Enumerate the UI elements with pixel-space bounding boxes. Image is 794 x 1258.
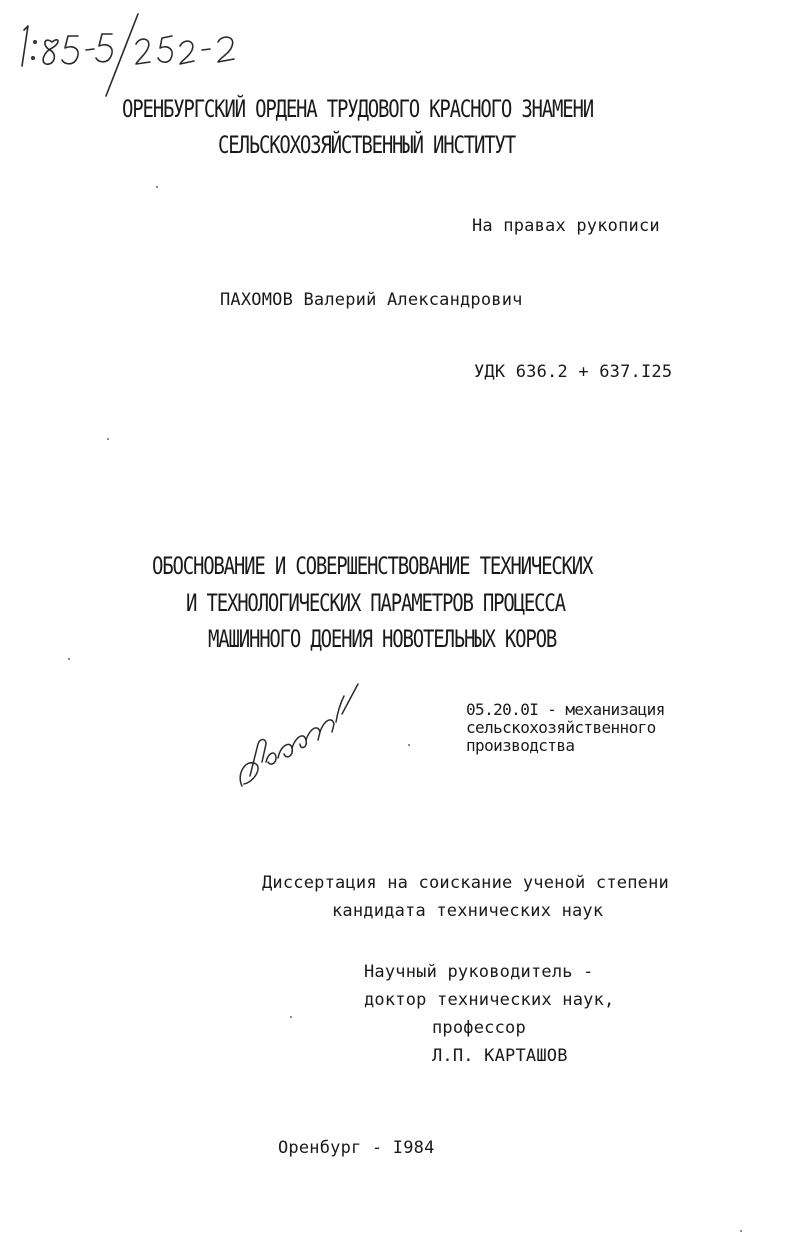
scan-speck [740, 1230, 742, 1232]
degree-line-2: кандидата технических наук [332, 901, 604, 921]
manuscript-rights-note: На правах рукописи [472, 216, 660, 236]
supervisor-line-3: профессор [432, 1018, 526, 1038]
supervisor-name: Л.П. КАРТАШОВ [432, 1046, 568, 1066]
author-signature [232, 678, 372, 794]
supervisor-line-1: Научный руководитель - [364, 962, 594, 982]
dissertation-title-line-3: МАШИННОГО ДОЕНИЯ НОВОТЕЛЬНЫХ КОРОВ [208, 625, 557, 653]
udc-code: УДК 636.2 + 637.I25 [474, 362, 673, 382]
scan-speck [408, 744, 410, 746]
dissertation-title-line-1: ОБОСНОВАНИЕ И СОВЕРШЕНСТВОВАНИЕ ТЕХНИЧЕСКИХ [152, 552, 593, 580]
institute-line-2: СЕЛЬСКОХОЗЯЙСТВЕННЫЙ ИНСТИТУТ [218, 131, 515, 159]
handwritten-archive-code [8, 6, 258, 98]
scan-speck [156, 186, 158, 188]
supervisor-line-2: доктор технических наук, [364, 990, 615, 1010]
institute-line-1: ОРЕНБУРГСКИЙ ОРДЕНА ТРУДОВОГО КРАСНОГО ЗНАМЕНИ [122, 95, 593, 123]
specialty-line-3: производства [466, 736, 575, 755]
degree-line-1: Диссертация на соискание ученой степени [262, 873, 669, 893]
scan-speck [107, 438, 109, 440]
dissertation-title-line-2: И ТЕХНОЛОГИЧЕСКИХ ПАРАМЕТРОВ ПРОЦЕССА [186, 589, 565, 617]
scan-speck [290, 1016, 292, 1018]
author-name: ПАХОМОВ Валерий Александрович [220, 290, 523, 310]
specialty-line-2: сельскохозяйственного [466, 718, 656, 737]
place-and-year: Оренбург - I984 [278, 1138, 435, 1158]
specialty-code-line-1: 05.20.0I - механизация [466, 700, 665, 719]
scan-speck [68, 658, 70, 660]
